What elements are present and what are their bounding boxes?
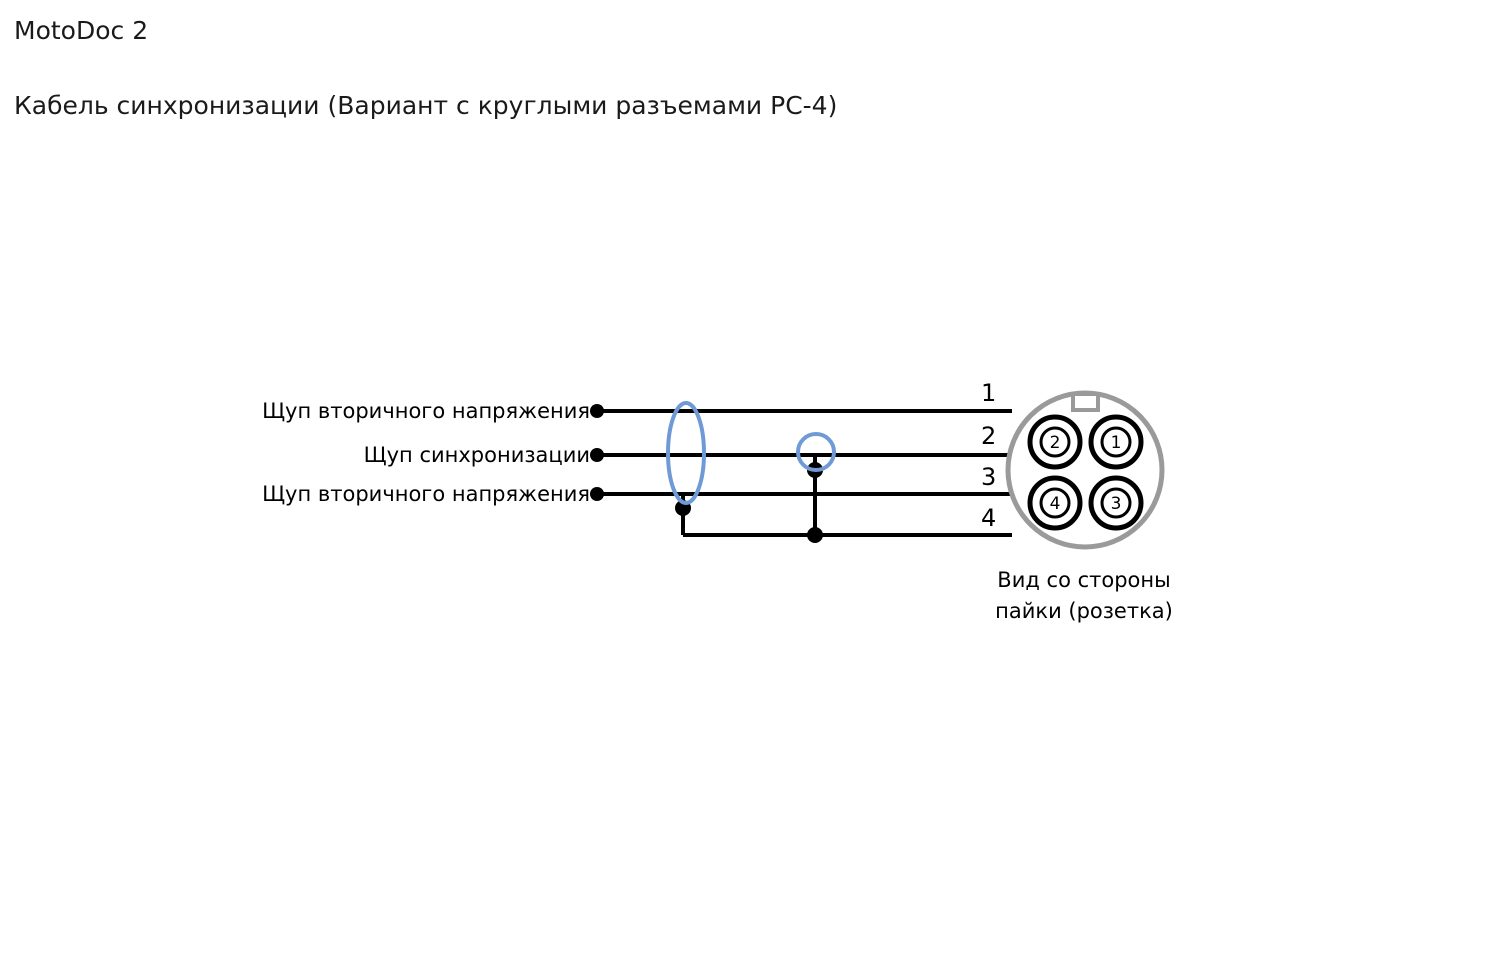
- connector-pin-2-label: 2: [1049, 433, 1061, 453]
- page-title: MotoDoc 2: [14, 16, 149, 45]
- wire-lines: [597, 411, 1012, 535]
- page-subtitle: Кабель синхронизации (Вариант с круглыми разъемами РС-4): [14, 91, 838, 120]
- connector-pin-4-label: 4: [1049, 494, 1061, 514]
- pin-number-3: 3: [981, 463, 997, 491]
- terminal-dot-2: [590, 448, 604, 462]
- wire-label-3: Щуп вторичного напряжения: [262, 482, 590, 506]
- terminal-dot-3: [590, 487, 604, 501]
- terminal-dot-1: [590, 404, 604, 418]
- wire-label-1: Щуп вторичного напряжения: [262, 399, 590, 423]
- connector-rs4: [1008, 393, 1162, 547]
- wire-label-2: Щуп синхронизации: [363, 443, 590, 467]
- connector-pin-3: [1091, 478, 1141, 528]
- connector-caption-line1: Вид со стороны: [997, 568, 1171, 592]
- pin-number-4: 4: [981, 504, 997, 532]
- connector-pin-1-label: 1: [1110, 433, 1122, 453]
- connector-key-notch: [1073, 394, 1098, 410]
- wire-labels: [262, 399, 590, 506]
- pin-number-2: 2: [981, 422, 997, 450]
- wire-terminal-dots: [590, 404, 823, 543]
- connector-pin-4: [1030, 478, 1080, 528]
- connector-pin-1: [1091, 417, 1141, 467]
- connector-caption-line2: пайки (розетка): [995, 599, 1173, 623]
- junction-dot-middle-bottom: [807, 527, 823, 543]
- pin-number-1: 1: [981, 379, 997, 407]
- connector-body: [1008, 393, 1162, 547]
- connector-pin-3-label: 3: [1110, 494, 1122, 514]
- connector-caption: [995, 568, 1173, 623]
- connector-pin-2: [1030, 417, 1080, 467]
